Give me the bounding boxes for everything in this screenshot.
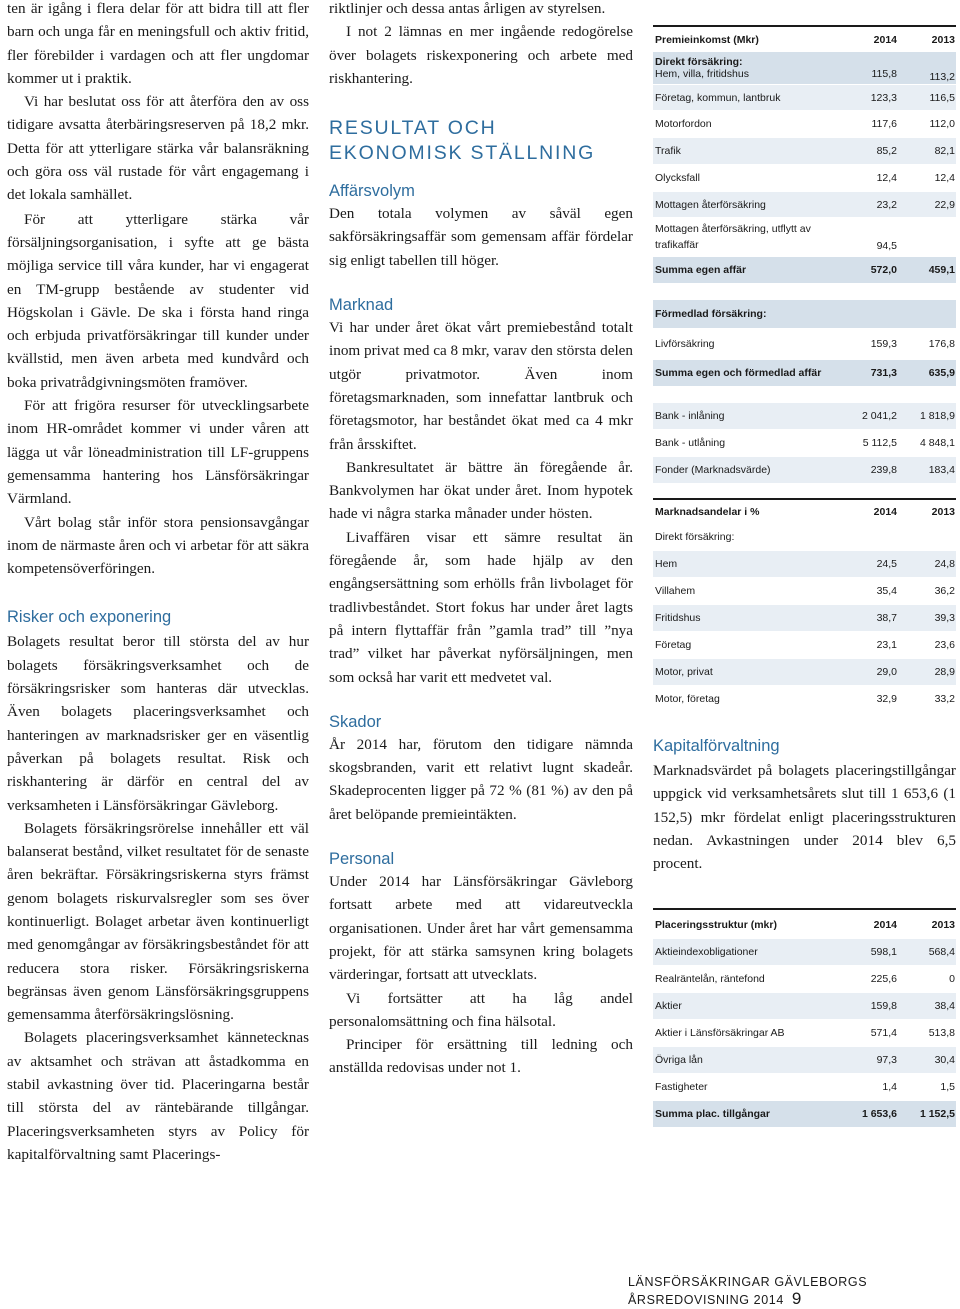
cell-value: 117,6	[871, 118, 897, 130]
paragraph: För att frigöra resurser för utvecklingsarbete inom HR-området kommer vi under våren att lägga ut vår löneadministration till LF-gruppens gemensamma hantering hos Länsförsäkringar Värmland.	[7, 397, 309, 508]
cell-value: 239,8	[870, 464, 897, 476]
cell-value: 225,6	[870, 973, 897, 985]
paragraph: För att ytterligare stärka vår försäljningsorganisation, i syfte att ge bästa möjliga service till våra kunder, har vi engagerat en TM-grupp bestående av studenter vid Högskolan i Gävle. De ska i första hand ringa och erbjuda privatförsäkringar till kunder under kvällstid, men även arbeta med kundvård och boka privatrådgivningsmöten framöver.	[7, 210, 309, 391]
investment-structure-table	[653, 911, 956, 1127]
cell-value: 85,2	[876, 145, 897, 157]
cell-value: 38,7	[876, 612, 897, 624]
table-row	[653, 402, 956, 429]
cell-value: 1 818,9	[919, 410, 955, 422]
row-label: Fastigheter	[655, 1081, 708, 1093]
row-label: Motorfordon	[655, 118, 712, 130]
row-label: Motor, privat	[655, 666, 713, 678]
row-label: Olycksfall	[655, 172, 700, 184]
table-row	[653, 938, 956, 965]
row-label-line: Mottagen återförsäkring, utflytt av	[655, 223, 811, 235]
cell-value: 116,5	[929, 91, 955, 104]
row-label: Aktier	[655, 1000, 682, 1012]
cell-value: 5 112,5	[862, 437, 897, 449]
table-row	[653, 577, 956, 604]
cell-value: 115,8	[871, 68, 897, 80]
page-footer	[628, 1275, 958, 1309]
row-label: Bank - utlåning	[655, 437, 726, 449]
cell-value: 24,5	[876, 558, 897, 570]
cell-value: 112,0	[929, 118, 955, 130]
table-row	[653, 137, 956, 164]
table-row	[653, 992, 956, 1019]
section-heading-kapitalforvaltning: Kapitalförvaltning	[653, 737, 780, 755]
cell-value: 30,4	[934, 1054, 955, 1066]
cell-value: 572,0	[870, 264, 897, 276]
paragraph: Vi fortsätter att ha låg andel personalomsättning och fina hälsotal.	[329, 989, 633, 1030]
paragraph: Marknadsvärdet på bolagets placeringstillgångar uppgick vid verksamhetsårets slut till 1 653,6 (1 152,5) mkr fördelat enligt placeringsstrukturen nedan. Avkastningen under 2014 blev 6,5 procent.	[653, 762, 956, 873]
table-top-rule	[653, 25, 956, 27]
table-row	[653, 604, 956, 631]
cell-value: 36,2	[934, 585, 955, 597]
column-header: 2013	[931, 34, 955, 46]
cell-value: 4 848,1	[919, 437, 955, 449]
row-label: Trafik	[655, 145, 681, 157]
text-column-2	[329, 0, 633, 1080]
cell-value: 459,1	[928, 264, 955, 276]
table-row	[653, 110, 956, 137]
table-row	[653, 1046, 956, 1073]
row-group-label: Direkt försäkring:	[655, 531, 735, 543]
column-header: Placeringsstruktur (mkr)	[655, 919, 777, 931]
cell-value: 32,9	[876, 693, 897, 705]
row-label-line: trafikaffär	[655, 239, 699, 251]
table-header-row	[653, 911, 956, 938]
paragraph: riktlinjer och dessa antas årligen av styrelsen.	[329, 0, 606, 17]
cell-value: 28,9	[934, 666, 955, 678]
cell-value: 159,3	[870, 338, 897, 350]
table-row	[653, 51, 956, 84]
row-label: Summa plac. tillgångar	[655, 1108, 770, 1120]
cell-value: 23,2	[876, 198, 897, 211]
column-header: 2014	[873, 919, 897, 931]
table-sum-row	[653, 256, 956, 283]
cell-value: 571,4	[870, 1027, 897, 1039]
paragraph: Livaffären visar ett sämre resultat än föregående år, som hade hjälp av den engångsersättning som erhölls från livbolaget för tradlivbeståndet. Stort fokus har under året lagts på intern flyttaffär från ”gamla trad” till ”nya trad” vilket har påverkat nyförsäljningen, men som också har varit ett medvetet val.	[329, 528, 633, 686]
cell-value: 22,9	[934, 198, 955, 211]
section-heading-skador: Skador	[329, 712, 382, 731]
cell-value: 24,8	[934, 558, 955, 570]
cell-value: 123,3	[870, 91, 897, 104]
row-label: Övriga lån	[655, 1054, 703, 1066]
row-label: Realräntelån, räntefond	[655, 973, 765, 985]
table-row	[653, 1019, 956, 1046]
table-row	[653, 631, 956, 658]
table-row	[653, 217, 956, 256]
cell-value: 35,4	[876, 585, 897, 597]
table-row	[653, 523, 956, 550]
row-label	[653, 223, 833, 251]
paragraph: Under 2014 har Länsförsäkringar Gävleborg fortsatt arbete med att vidareutveckla organisationen. Under året har vårt gemensamma projekt, för att stärka samsynen kring bolagets värderingar, fortsatt att utvecklats.	[329, 873, 633, 984]
row-group-label: Förmedlad försäkring:	[655, 308, 767, 320]
row-label: Fonder (Marknadsvärde)	[655, 464, 771, 476]
cell-value: 635,9	[928, 367, 955, 379]
cell-value: 0	[949, 973, 955, 985]
paragraph: Vi har under året ökat vårt premiebestånd totalt inom privat med ca 8 mkr, varav den största delen utgör privatmotor. Även inom företagsmarknaden, som innefattar lantbruk och företagsmotor, har beståndet ökat med ca 4 mkr från årsskiftet.	[329, 319, 633, 453]
table-row	[653, 164, 956, 191]
column-header: Premieinkomst (Mkr)	[655, 34, 759, 46]
table-row	[653, 1073, 956, 1100]
row-label: Mottagen återförsäkring	[655, 198, 766, 211]
page-number: 9	[791, 1289, 802, 1308]
paragraph: Principer för ersättning till ledning och anställda redovisas under not 1.	[329, 1036, 633, 1077]
table-row	[653, 191, 956, 217]
row-label: Aktier i Länsförsäkringar AB	[655, 1027, 785, 1039]
cell-value: 94,5	[876, 240, 897, 252]
cell-value: 183,4	[928, 464, 955, 476]
market-share-table	[653, 500, 956, 712]
table-row	[653, 328, 956, 359]
row-label: Företag, kommun, lantbruk	[655, 91, 781, 104]
cell-value: 1,4	[882, 1081, 897, 1093]
paragraph: Den totala volymen av såväl egen sakförsäkringsaffär som gemensam affär fördelar sig enligt tabellen till höger.	[329, 205, 633, 269]
row-label: Företag	[655, 639, 692, 651]
column-header: Marknadsandelar i %	[655, 506, 760, 518]
premium-income-table	[653, 28, 956, 483]
cell-value: 513,8	[928, 1027, 955, 1039]
cell-value: 1 152,5	[919, 1108, 955, 1120]
table-row	[653, 456, 956, 483]
table-row	[653, 84, 956, 110]
cell-value: 113,2	[929, 71, 955, 83]
column-header: 2014	[873, 506, 897, 518]
table-sum-row	[653, 1100, 956, 1127]
table-header-row	[653, 28, 956, 51]
cell-value: 38,4	[934, 1000, 955, 1012]
table-top-rule	[653, 908, 956, 910]
section-heading-resultat: RESULTAT OCH EKONOMISK STÄLLNING	[329, 117, 596, 165]
table-row	[653, 965, 956, 992]
section-heading-affarsvolym: Affärsvolym	[329, 182, 415, 201]
cell-value: 1 653,6	[861, 1108, 897, 1120]
section-heading-personal: Personal	[329, 850, 395, 869]
row-label: Villahem	[655, 585, 696, 597]
cell-value: 568,4	[928, 946, 955, 958]
table-row	[653, 429, 956, 456]
column-header: 2013	[931, 506, 955, 518]
cell-value: 12,4	[934, 172, 955, 184]
row-label: Livförsäkring	[655, 338, 715, 350]
table-header-row	[653, 500, 956, 523]
cell-value: 598,1	[870, 946, 897, 958]
paragraph: År 2014 har, förutom den tidigare nämnda skogsbranden, varit ett relativt lugnt skadeår. Skadeprocenten ligger på 72 % (81 %) av den på året belöpande premieintäkten.	[329, 735, 633, 823]
row-label: Fritidshus	[655, 612, 701, 624]
paragraph: Bolagets resultat beror till största del av hur bolagets försäkringsverksamhet och de försäkringsrisker som hanteras där utvecklas. Även bolagets placeringsverksamhet och hanteringen av marknadsrisker ger en väsentlig påverkan på bolagets resultat. Risk och riskhantering är därför en central del av verksamheten i Länsförsäkringar Gävleborg.	[7, 633, 309, 814]
cell-value: 33,2	[934, 693, 955, 705]
cell-value: 12,4	[876, 172, 897, 184]
cell-value: 731,3	[870, 367, 897, 379]
cell-value: 2 041,2	[861, 410, 897, 422]
row-label: Hem	[655, 558, 678, 570]
row-label: Summa egen och förmedlad affär	[655, 367, 822, 379]
paragraph: I not 2 lämnas en mer ingående redogörelse över bolagets riskexponering och arbete med riskhantering.	[329, 23, 633, 87]
table-row	[653, 685, 956, 712]
row-group-label: Direkt försäkring:	[655, 56, 743, 68]
column-header: 2013	[931, 919, 955, 931]
cell-value: 97,3	[876, 1054, 897, 1066]
cell-value: 29,0	[876, 666, 897, 678]
row-label: Hem, villa, fritidshus	[655, 68, 749, 80]
text-column-3	[653, 735, 956, 875]
paragraph: Bolagets försäkringsrörelse innehåller ett väl balanserat bestånd, vilket resultatet för de senaste åren bekräftar. Försäkringsriskerna styrs främst genom bolagets riskurvalsregler som ses över kontinuerligt. Bolaget arbetar även kontinuerligt med genomgångar av försäkringsbeståndet för att reducera stora risker. Försäkringsriskerna begränsas även genom Länsförsäkringsgruppens gemensamma återförsäkringslösning.	[7, 819, 309, 1024]
paragraph: Vårt bolag står inför stora pensionsavgångar inom de närmaste åren och vi arbetar för att säkra kompetensöverföringen.	[7, 513, 309, 578]
cell-value: 23,1	[876, 639, 897, 651]
cell-value: 82,1	[934, 145, 955, 157]
paragraph: ten är igång i flera delar för att bidra till att fler barn och unga får en meningsfull och aktiv fritid, fler förebilder i vardagen och att fler ungdomar kommer ut i praktik.	[7, 0, 309, 87]
table-row	[653, 550, 956, 577]
row-label: Aktieindexobligationer	[655, 946, 758, 958]
cell-value: 176,8	[928, 338, 955, 350]
footer-title: LÄNSFÖRSÄKRINGAR GÄVLEBORGS ÅRSREDOVISNING 2014	[628, 1275, 868, 1307]
section-heading-marknad: Marknad	[329, 296, 394, 315]
row-label: Bank - inlåning	[655, 410, 725, 422]
section-heading-risk: Risker och exponering	[7, 608, 172, 627]
paragraph: Vi har beslutat oss för att återföra den av oss tidigare avsatta återbäringsreserven på 18,2 mkr. Detta för att ytterligare stärka vår balansräkning och göra oss väl rustade för vårt engagemang i det lokala samhället.	[7, 93, 309, 204]
row-label: Summa egen affär	[655, 264, 747, 276]
table-sum-row	[653, 359, 956, 386]
paragraph: Bolagets placeringsverksamhet kännetecknas av aktsamhet och strävan att åstadkomma en stabil avkastning över tid. Placeringarna består till största del av räntebärande tillgångar. Placeringsverksamheten styrs av Policy för kapitalförvaltning samt Placerings-	[7, 1029, 309, 1163]
column-header: 2014	[873, 34, 897, 46]
table-row	[653, 658, 956, 685]
table-row	[653, 299, 956, 328]
cell-value: 39,3	[934, 612, 955, 624]
cell-value: 23,6	[934, 639, 955, 651]
cell-value: 1,5	[940, 1081, 955, 1093]
row-label: Motor, företag	[655, 693, 720, 705]
cell-value: 159,8	[870, 1000, 897, 1012]
text-column-1	[7, 0, 309, 1166]
paragraph: Bankresultatet är bättre än föregående år. Bankvolymen har ökat under året. Inom hypotek hade vi några starka månader under hösten.	[329, 458, 633, 523]
